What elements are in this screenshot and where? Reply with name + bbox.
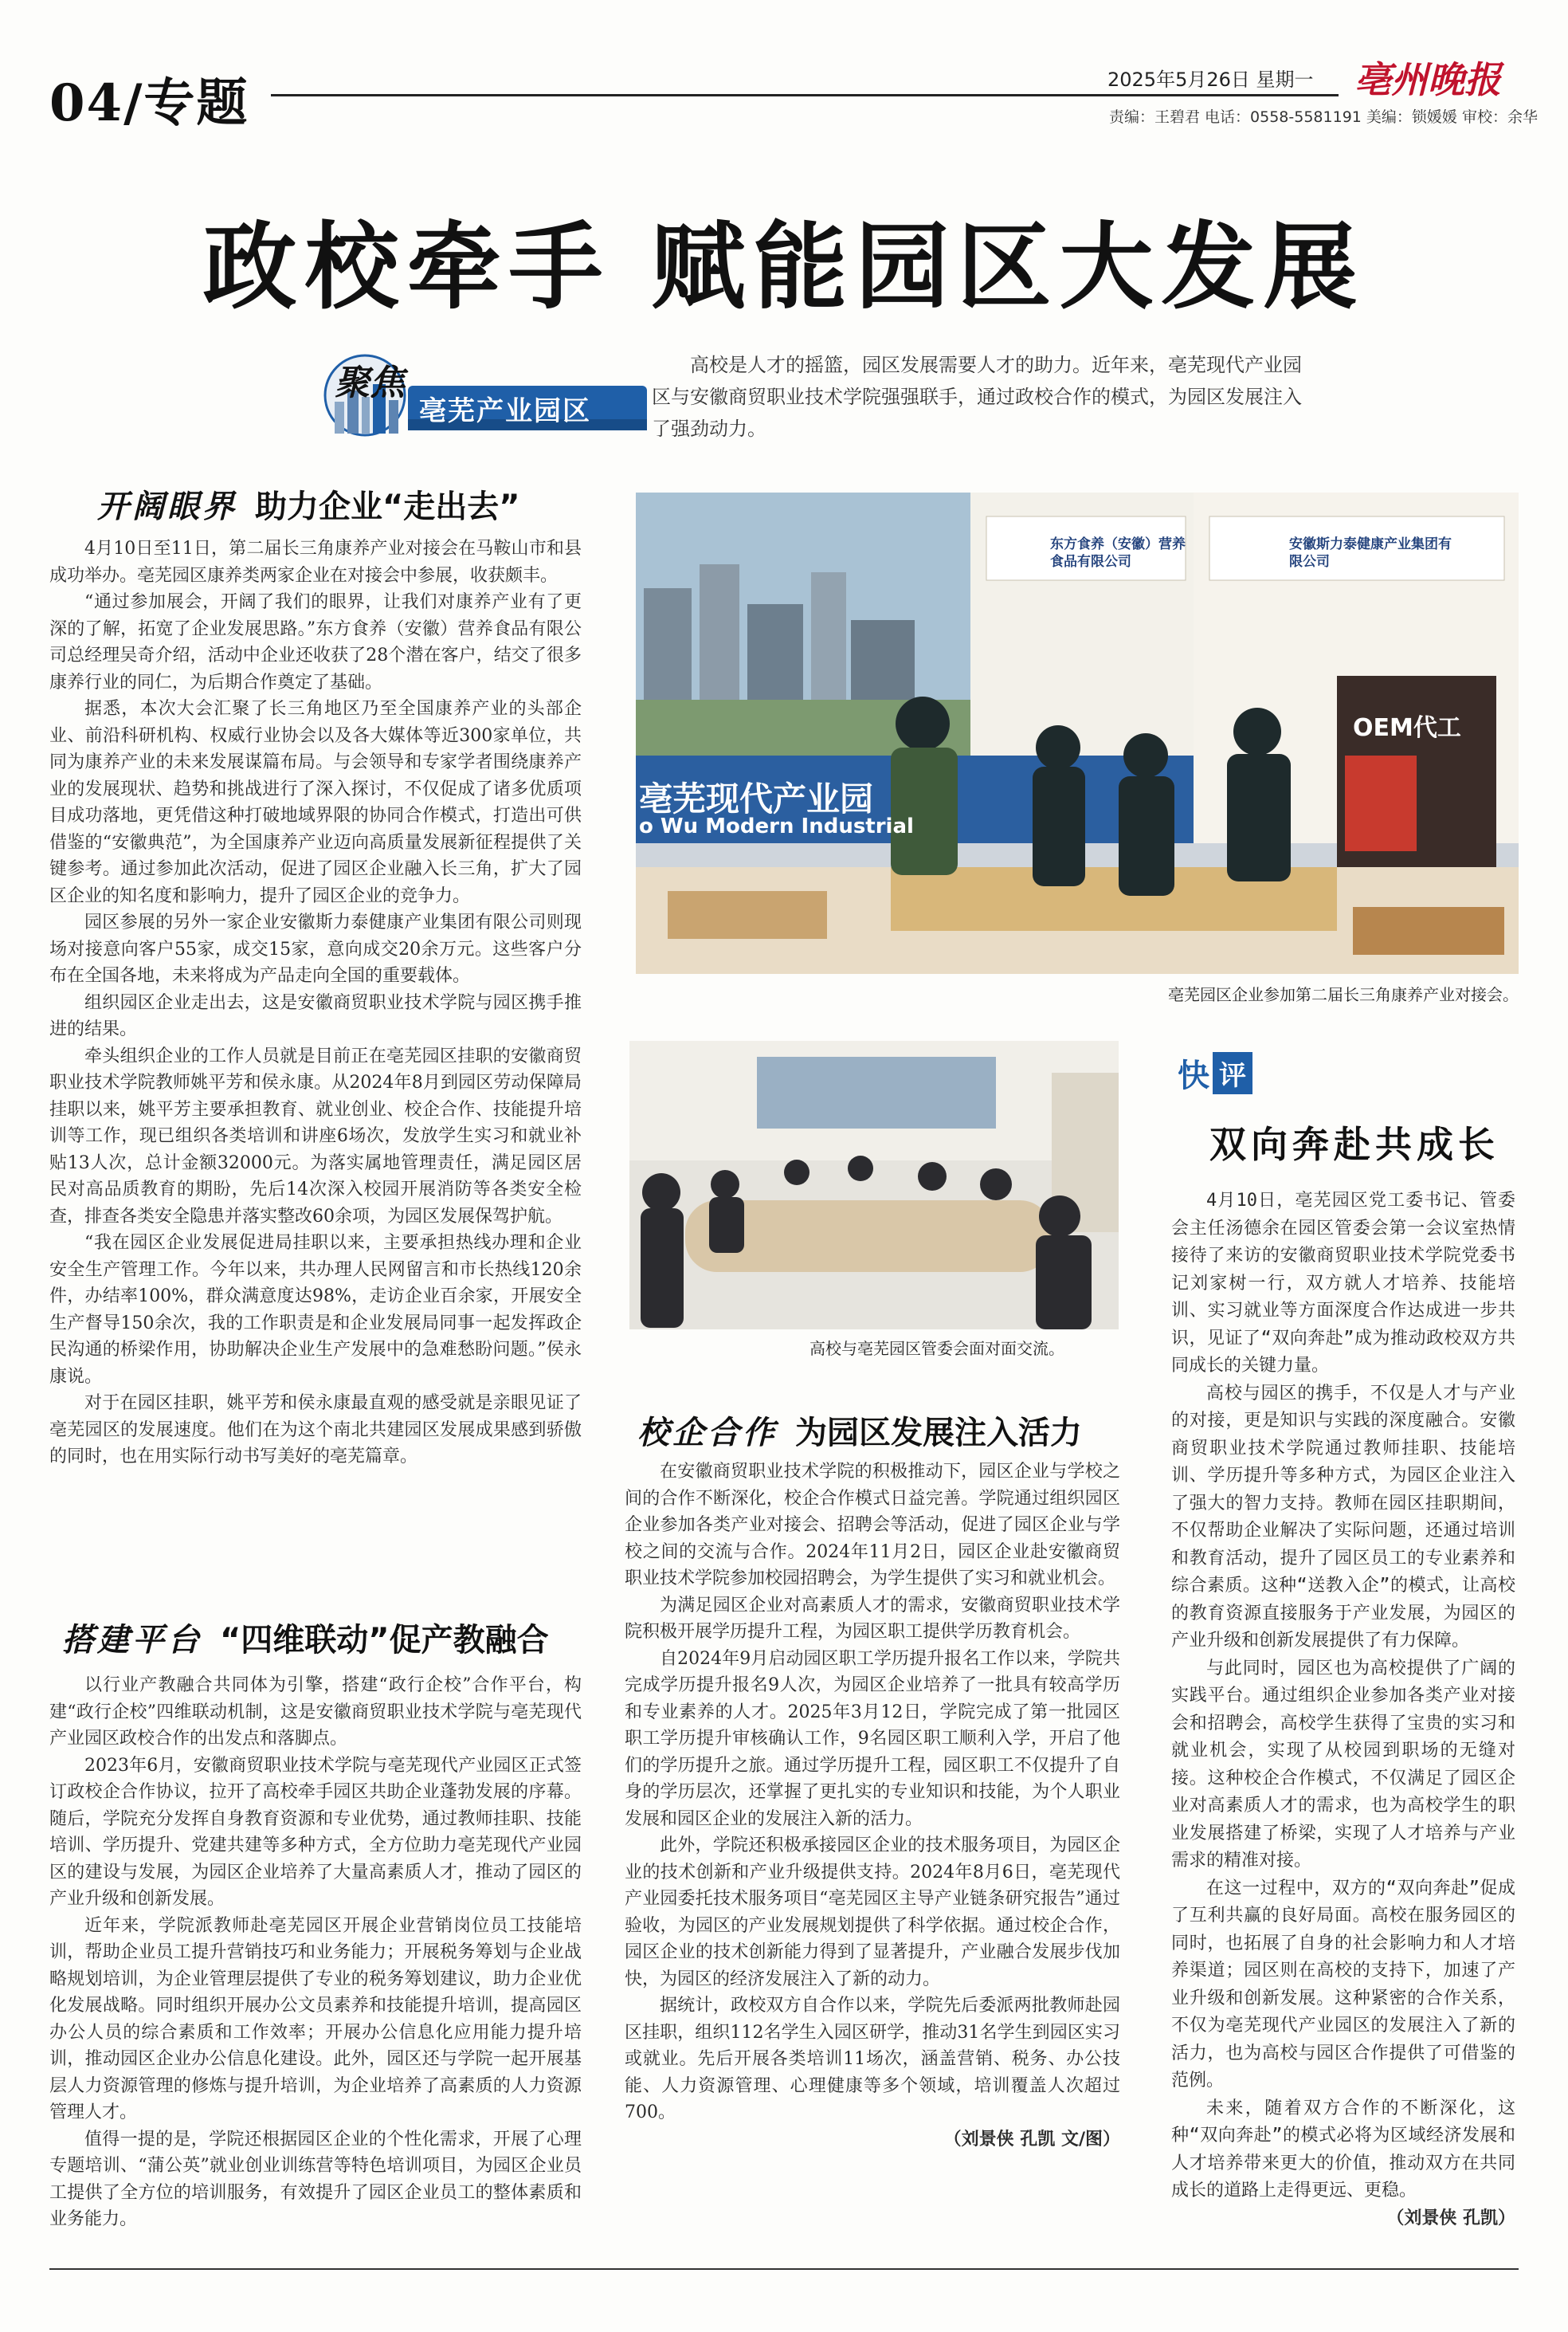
exhibitor-name-left: 东方食养（安徽）营养食品有限公司: [1050, 536, 1186, 570]
paragraph: 此外，学院还积极承接园区企业的技术服务项目，为园区企业的技术创新和产业升级提供支持。2024年8月6日，亳芜现代产业园委托技术服务项目“亳芜园区主导产业链条研究报告”通过验收，为园区的产业发展规划提供了科学依据。通过校企合作，园区企业的技术创新能力得到了显著提升，产业融合发展步伐加快，为园区的经济发展注入了新的动力。: [625, 1835, 1120, 1989]
paragraph: 园区参展的另外一家企业安徽斯力泰健康产业集团有限公司则现场对接意向客户55家，成交15家，意向成交20余万元。这些客户分布在全国各地，未来将成为产品走向全国的重要载体。: [49, 913, 582, 986]
lead-paragraph: 高校是人才的摇篮，园区发展需要人才的助力。近年来，亳芜现代产业园区与安徽商贸职业技术学院强强联手，通过政校合作的模式，为园区发展注入了强劲动力。: [652, 354, 1302, 440]
footer-rule: [49, 2268, 1519, 2270]
paragraph: 据统计，政校双方自合作以来，学院先后委派两批教师赴园区挂职，组织112名学生入园区研学，推动31名学生到园区实习或就业。先后开展各类培训11场次，涵盖营销、税务、办公技能、人力资源管理、心理健康等多个领域，培训覆盖人次超过700。: [625, 1996, 1120, 2122]
editor-credits: 责编：王碧君 电话：0558-5581191 美编：锁媛媛 审校：余华: [1109, 108, 1538, 126]
section1-title: [97, 481, 520, 527]
section2-body: [49, 1672, 582, 2233]
header-rule: [271, 94, 1339, 96]
paragraph: 组织园区企业走出去，这是安徽商贸职业技术学院与园区携手推进的结果。: [49, 992, 582, 1039]
paragraph: “我在园区企业发展促进局挂职以来，主要承担热线办理和企业安全生产管理工作。今年以来，共办理人民网留言和市长热线120余件，办结率100%，群众满意度达98%，走访企业百余家，开展安全生产督导150余次，我的工作职责是和企业发展局同事一起发挥政企民沟通的桥梁作用，协助解决企业生产发展中的急难愁盼问题。”侯永康说。: [49, 1233, 582, 1387]
paragraph: 值得一提的是，学院还根据园区企业的个性化需求，开展了心理专题培训、“蒲公英”就业创业训练营等特色培训项目，为园区企业员工提供了全方位的培训服务，有效提升了园区企业员工的整体素质和业务能力。: [49, 2129, 582, 2229]
focus-badge-chars: 聚焦: [335, 363, 405, 403]
paragraph: 牵头组织企业的工作人员就是目前正在亳芜园区挂职的安徽商贸职业技术学院教师姚平芳和侯永康。从2024年8月到园区劳动保障局挂职以来，姚平芳主要承担教育、就业创业、校企合作、技能提升培训等工作，现已组织各类培训和讲座6场次，发放学生实习和就业补贴13人次，总计金额32000元。为落实属地管理责任，满足园区居民对高品质教育的期盼，先后14次深入校园开展消防等各类安全检查，排查各类安全隐患并落实整改60余项，为园区发展保驾护航。: [49, 1046, 582, 1227]
paragraph: 2023年6月，安徽商贸职业技术学院与亳芜现代产业园区正式签订政校企合作协议，拉开了高校牵手园区共助企业蓬勃发展的序幕。随后，学院充分发挥自身教育资源和专业优势，通过教师挂职、技能培训、学历提升、党建共建等多种方式，全方位助力亳芜现代产业园区的建设与发展，为园区企业培养了大量高素质人才，推动了园区的产业升级和创新发展。: [49, 1755, 582, 1909]
paragraph: 未来，随着双方合作的不断深化，这种“双向奔赴”的模式必将为区域经济发展和人才培养带来更大的价值，推动双方在共同成长的道路上走得更远、更稳。: [1171, 2098, 1515, 2200]
paragraph: 4月10日，亳芜园区党工委书记、管委会主任汤德余在园区管委会第一会议室热情接待了来访的安徽商贸职业技术学院党委书记刘家树一行，双方就人才培养、技能培训、实习就业等方面深度合作达成进一步共识，见证了“双向奔赴”成为推动政校双方共同成长的关键力量。: [1171, 1191, 1515, 1376]
newspaper-brand: 亳州晚报: [1354, 58, 1501, 101]
meeting-photo: [629, 1041, 1119, 1329]
exhibition-photo: [636, 493, 1519, 974]
paragraph: 近年来，学院派教师赴亳芜园区开展企业营销岗位员工技能培训，帮助企业员工提升营销技巧和业务能力；开展税务筹划与企业战略规划培训，为企业管理层提供了专业的税务筹划建议，助力企业优化发展战略。同时组织开展办公文员素养和技能提升培训，提高园区办公人员的综合素质和工作效率；开展办公信息化应用能力提升培训，推动园区企业办公信息化建设。此外，园区还与学院一起开展基层人力资源管理的修炼与提升培训，为企业培养了高素质的人力资源管理人才。: [49, 1915, 582, 2122]
section3-heading: 为园区发展注入活力: [795, 1415, 1082, 1451]
section3-body: [625, 1458, 1120, 2153]
oem-label: OEM代工: [1353, 714, 1461, 742]
section1-kicker: 开阔眼界: [97, 488, 237, 525]
quick-comment-char-a: 快: [1178, 1057, 1209, 1094]
exhibition-photo-caption: 亳芜园区企业参加第二届长三角康养产业对接会。: [1168, 985, 1519, 1004]
section2-heading: “四维联动”促产教融合: [220, 1622, 549, 1659]
paragraph: 据悉，本次大会汇聚了长三角地区乃至全国康养产业的头部企业、前沿科研机构、权威行业协会以及各大媒体等近300家单位，共同为康养产业的未来发展谋篇布局。与会领导和专家学者围绕康养产业的发展现状、趋势和挑战进行了深入探讨，不仅促成了诸多优质项目成功落地，更凭借这种打破地域界限的协同合作模式，打造出可供借鉴的“安徽典范”，为全国康养产业迈向高质量发展新征程提供了关键参考。通过参加此次活动，促进了园区企业融入长三角，扩大了园区企业的知名度和影响力，提升了园区企业的竞争力。: [49, 699, 582, 906]
section2-kicker: 搭建平台: [62, 1621, 202, 1659]
paragraph: 4月10日至11日，第二届长三角康养产业对接会在马鞍山市和县成功举办。亳芜园区康养类两家企业在对接会中参展，收获颇丰。: [49, 539, 582, 586]
paragraph: 以行业产教融合共同体为引擎，搭建“政行企校”合作平台，构建“政行企校”四维联动机制，这是安徽商贸职业技术学院与亳芜现代产业园区政校合作的出发点和落脚点。: [49, 1675, 582, 1749]
booth-banner-en: o Wu Modern Industrial: [639, 815, 914, 838]
paragraph: 自2024年9月启动园区职工学历提升报名工作以来，学院共完成学历提升报名9人次，为园区企业培养了一批具有较高学历和专业素养的人才。2025年3月12日，学院完成了第一批园区职工学历提升审核确认工作，9名园区职工顺利入学，开启了他们的学历提升之旅。通过学历提升工程，园区职工不仅提升了自身的学历层次，还掌握了更扎实的专业知识和技能，为个人职业发展和园区企业的发展注入新的活力。: [625, 1648, 1120, 1829]
meeting-photo-caption: 高校与亳芜园区管委会面对面交流。: [809, 1339, 1064, 1358]
quick-comment-char-b: 评: [1213, 1052, 1252, 1094]
meeting-scene-icon: [629, 1041, 1119, 1329]
section3-kicker: 校企合作: [637, 1414, 778, 1451]
paragraph: 在安徽商贸职业技术学院的积极推动下，园区企业与学校之间的合作不断深化，校企合作模式日益完善。学院通过组织园区企业参加各类产业对接会、招聘会等活动，促进了园区企业与学校之间的交流与合作。2024年11月2日，园区企业赴安徽商贸职业技术学院参加校园招聘会，为学生提供了实习和就业机会。: [625, 1462, 1120, 1588]
commentary-body: [1171, 1188, 1515, 2232]
paragraph: 高校与园区的携手，不仅是人才与产业的对接，更是知识与实践的深度融合。安徽商贸职业技术学院通过教师挂职、技能培训、学历提升等多种方式，为园区企业注入了强大的智力支持。教师在园区挂职期间，不仅帮助企业解决了实际问题，还通过培训和教育活动，提升了园区员工的专业素养和综合素质。这种“送教入企”的模式，让高校的教育资源直接服务于产业发展，为园区的产业升级和创新发展提供了有力保障。: [1171, 1383, 1515, 1651]
page-label: 04/专题: [49, 73, 249, 133]
quick-comment-badge: [1178, 1050, 1252, 1096]
paragraph: 与此同时，园区也为高校提供了广阔的实践平台。通过组织企业参加各类产业对接会和招聘会，高校学生获得了宝贵的实习和就业机会，实现了从校园到职场的无缝对接。这种校企合作模式，不仅满足了园区企业对高素质人才的需求，也为高校学生的职业发展搭建了桥梁，实现了人才培养与产业需求的精准对接。: [1171, 1658, 1515, 1871]
booth-banner-cn: 亳芜现代产业园: [639, 779, 874, 819]
exhibitor-name-right: 安徽斯力泰健康产业集团有限公司: [1289, 536, 1452, 570]
commentary-byline: （刘景侠 孔凯）: [1386, 2208, 1515, 2228]
paragraph: 在这一过程中，双方的“双向奔赴”促成了互利共赢的良好局面。高校在服务园区的同时，也拓展了自身的社会影响力和人才培养渠道；园区则在高校的支持下，加速了产业升级和创新发展。这种紧密的合作关系，不仅为亳芜现代产业园区的发展注入了新的活力，也为高校与园区合作提供了可借鉴的范例。: [1171, 1878, 1515, 2091]
date-line: 2025年5月26日 星期一: [1107, 69, 1314, 91]
paragraph: 对于在园区挂职，姚平芳和侯永康最直观的感受就是亲眼见证了亳芜园区的发展速度。他们在为这个南北共建园区发展成果感到骄傲的同时，也在用实际行动书写美好的亳芜篇章。: [49, 1393, 582, 1466]
section3-byline: （刘景侠 孔凯 文/图）: [943, 2129, 1120, 2149]
focus-badge: [319, 346, 653, 442]
commentary-title: 双向奔赴共成长: [1209, 1123, 1499, 1166]
paragraph: 为满足园区企业对高素质人才的需求，安徽商贸职业技术学院积极开展学历提升工程，为园区职工提供学历教育机会。: [625, 1595, 1120, 1642]
main-headline: 政校牵手 赋能园区大发展: [202, 212, 1366, 322]
section1-body: [49, 536, 582, 1470]
section2-title: [62, 1615, 549, 1660]
section3-title: [637, 1407, 1082, 1453]
section1-heading: 助力企业“走出去”: [255, 489, 520, 525]
focus-badge-label: 亳芜产业园区: [419, 395, 591, 427]
paragraph: “通过参加展会，开阔了我们的眼界，让我们对康养产业有了更深的了解，拓宽了企业发展思路。”东方食养（安徽）营养食品有限公司总经理吴奇介绍，活动中企业还收获了28个潜在客户，结交了很多康养行业的同仁，为后期合作奠定了基础。: [49, 592, 582, 693]
